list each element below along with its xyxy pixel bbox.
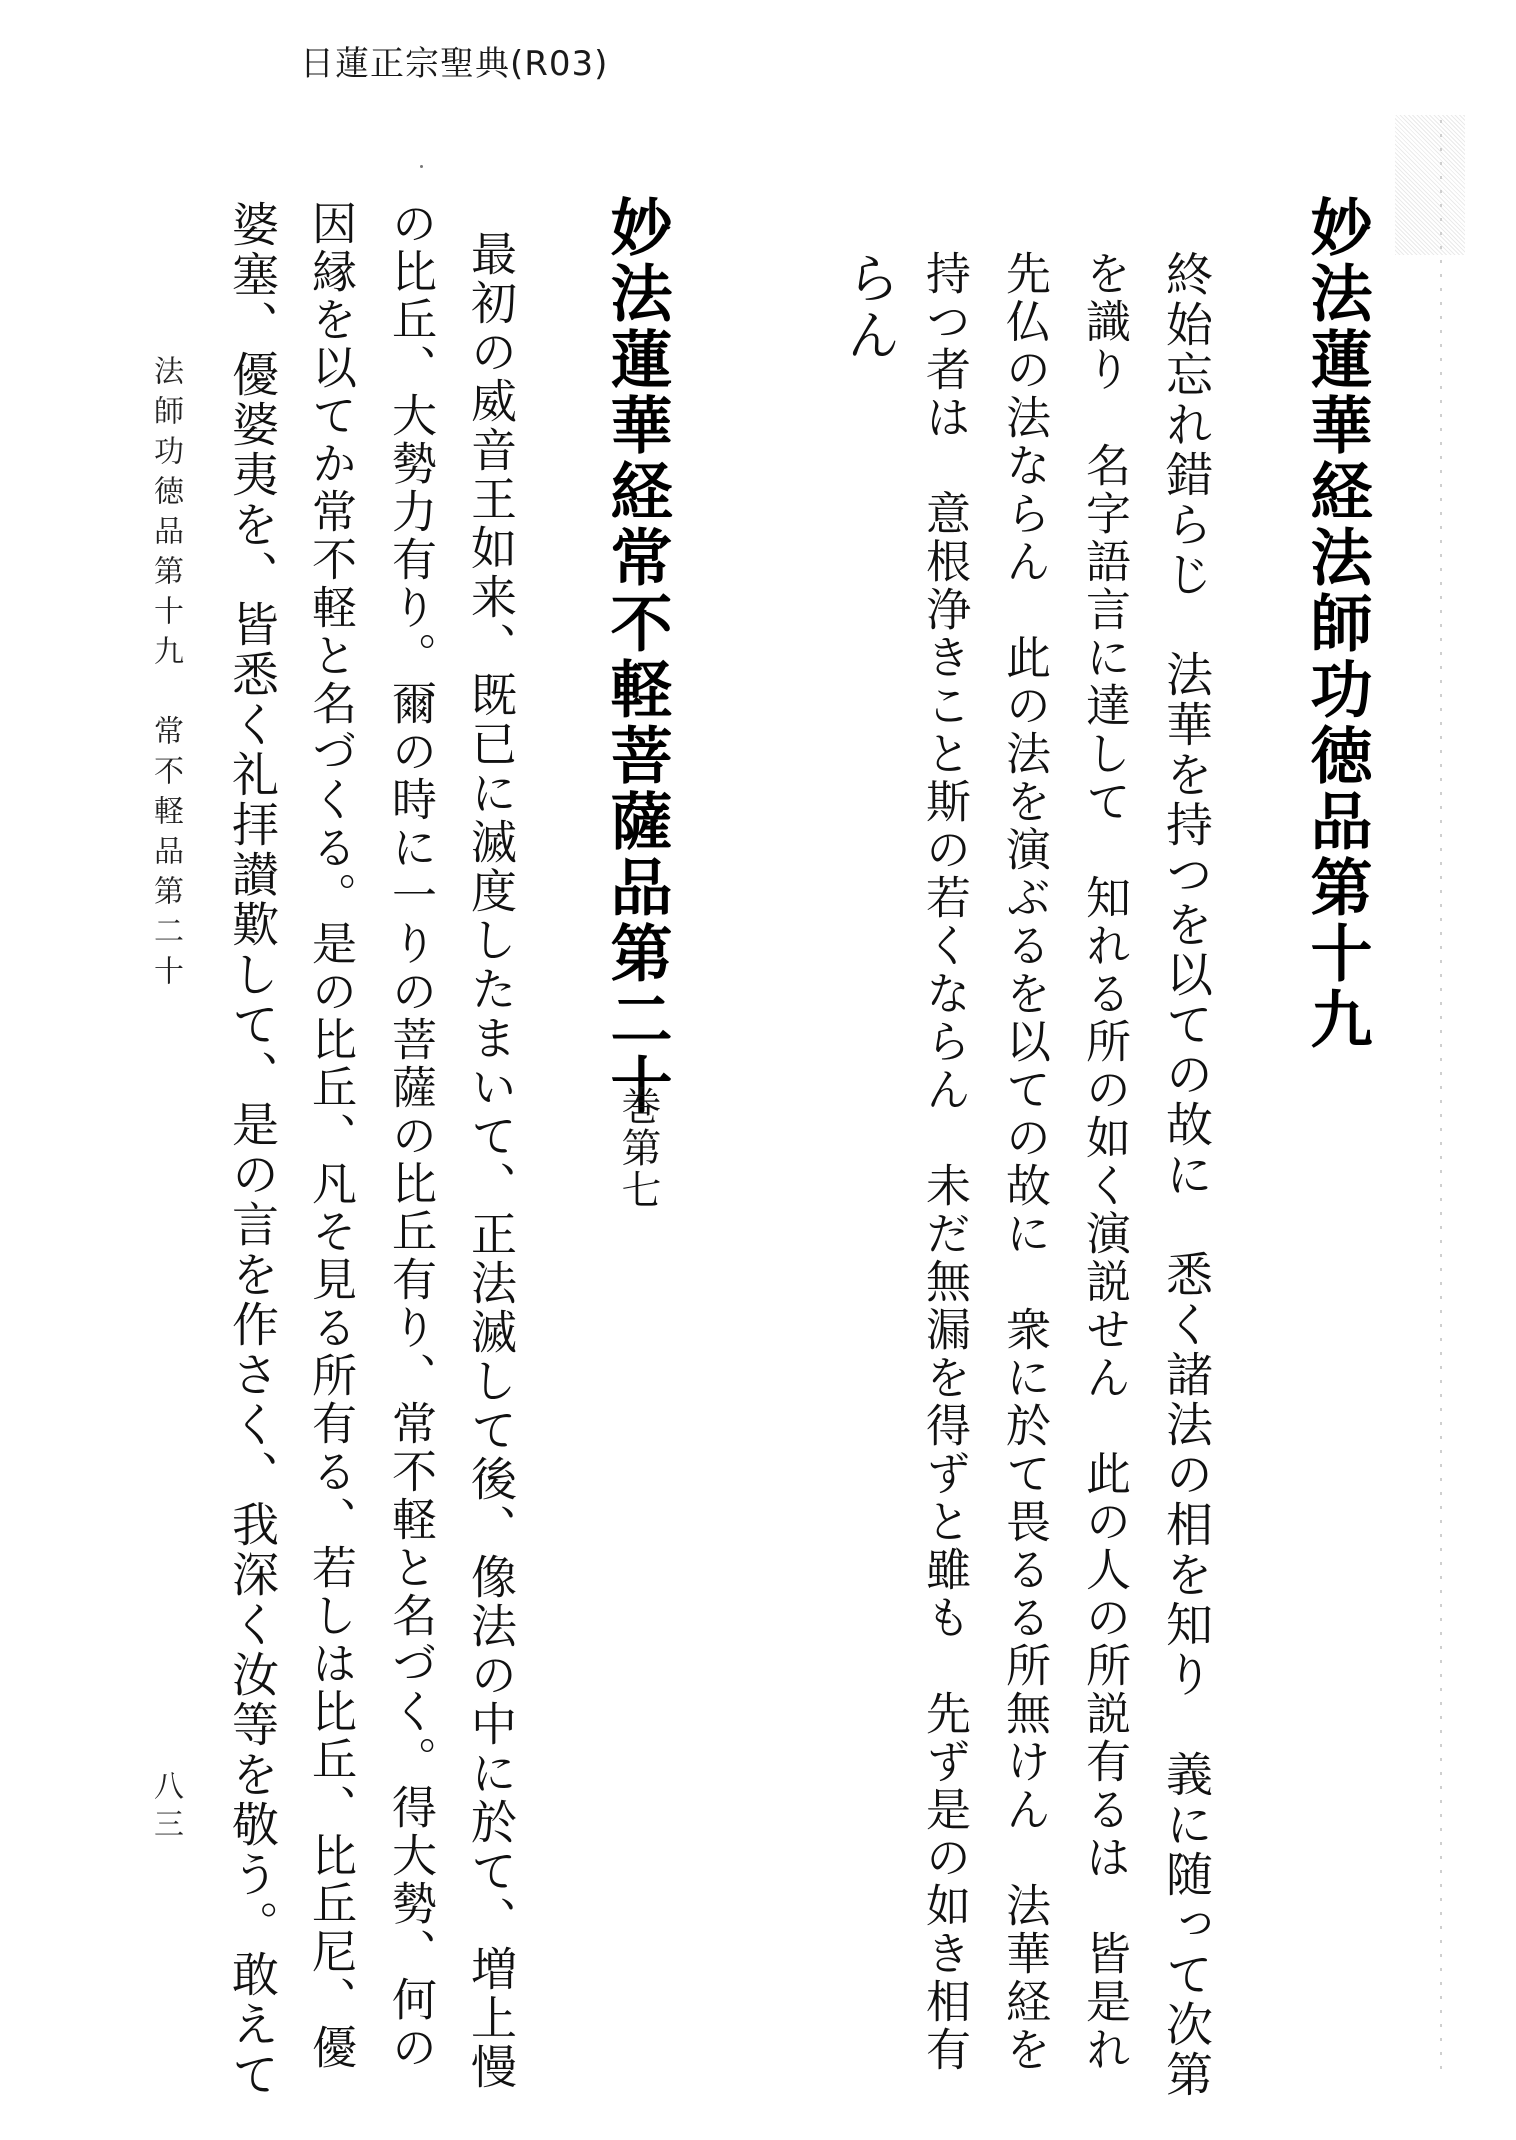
page-header-title: 日蓮正宗聖典(R03) — [300, 44, 609, 84]
chapter-19-title: 妙法蓮華経法師功徳品第十九 — [1300, 195, 1373, 1053]
chapter-20-line-1: 最初の威音王如来、既已に滅度したまいて、正法滅して後、像法の中に於て、増上慢 — [464, 230, 518, 2092]
chapter-20-title: 妙法蓮華経常不軽菩薩品第二十 — [600, 195, 673, 1119]
chapter-20-line-2: の比丘、大勢力有り。爾の時に一りの菩薩の比丘有り、常不軽と名づく。得大勢、何の — [384, 200, 437, 2072]
chapter-19-line-4: 持つ者は 意根浄きこと斯の若くならん 未だ無漏を得ずと雖も 先ず是の如き相有 — [918, 250, 971, 2074]
chapter-19-line-1: 終始忘れ錯らじ 法華を持つを以ての故に 悉く諸法の相を知り 義に随って次第 — [1158, 250, 1213, 2100]
running-title: 法師功徳品第十九 常不軽品第二十 — [148, 355, 183, 995]
chapter-19-line-3: 先仏の法ならん 此の法を演ぶるを以ての故に 衆に於て畏るる所無けん 法華経を — [998, 250, 1051, 2074]
page-number: 八三 — [148, 1770, 183, 1846]
chapter-20-scroll-label: 巻第七 — [615, 1085, 661, 1211]
chapter-19-line-5: らん — [838, 250, 901, 364]
chapter-19-line-2: を識り 名字語言に達して 知れる所の如く演説せん 此の人の所説有るは 皆是れ — [1078, 250, 1131, 2074]
chapter-20-line-4: 婆塞、優婆夷を、皆悉く礼拝讃歎して、是の言を作さく、我深く汝等を敬う。敢えて — [224, 200, 279, 2100]
scan-dot — [420, 165, 423, 168]
scan-shading — [1395, 115, 1465, 255]
scan-edge-noise — [1440, 120, 1442, 2070]
chapter-20-line-3: 因縁を以てか常不軽と名づくる。是の比丘、凡そ見る所有る、若しは比丘、比丘尼、優 — [304, 200, 357, 2072]
